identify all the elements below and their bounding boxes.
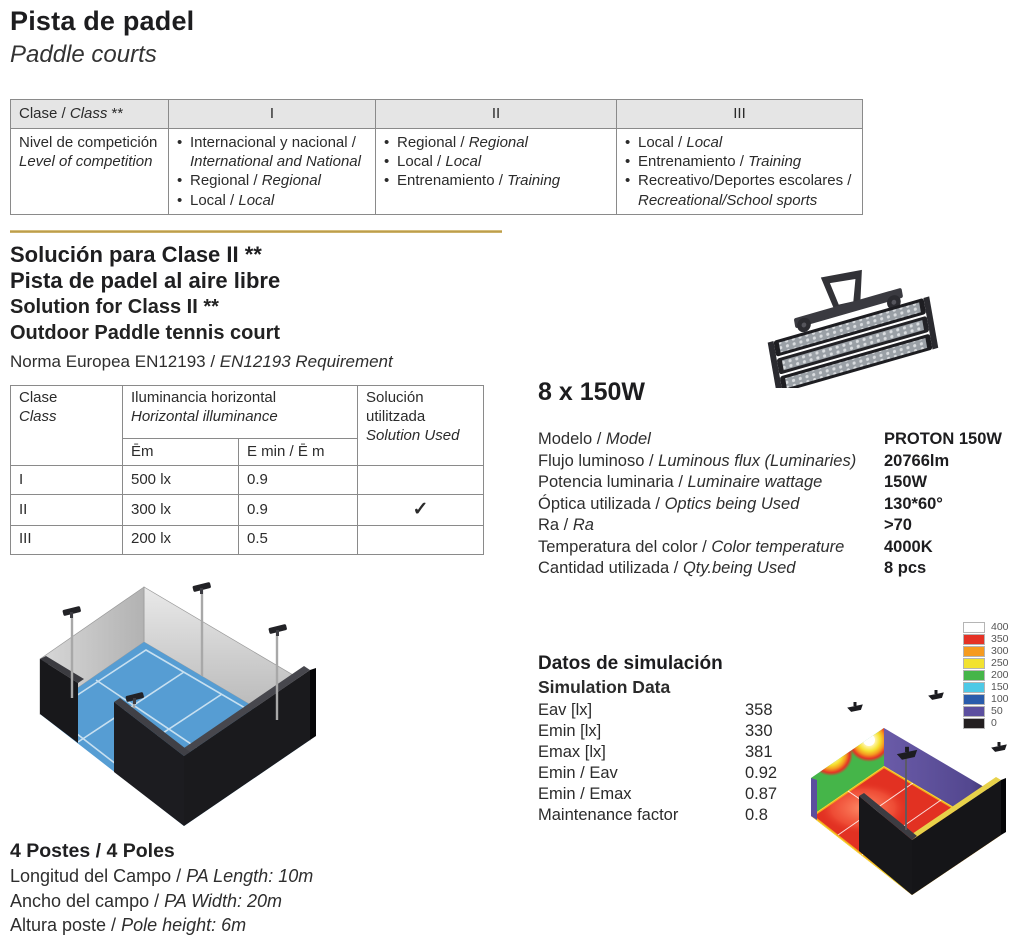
class-2-levels-cell [376, 129, 617, 215]
used-cell [358, 525, 484, 554]
spec-label-en: Ra [572, 516, 594, 534]
spec-label-es: Potencia luminaria / [538, 473, 688, 491]
legend-label: 150 [991, 681, 1009, 693]
sim-value: 0.8 [745, 806, 768, 824]
spec-value: 8 pcs [884, 559, 927, 577]
list-item [384, 133, 608, 152]
header-class-es: Clase / [19, 105, 70, 123]
legend-row [963, 657, 1009, 669]
spec-label-es: Flujo luminoso / [538, 451, 659, 470]
spec-row [538, 537, 1024, 559]
sim-label: Emax [lx] [538, 743, 606, 761]
item-en: Regional [468, 134, 528, 151]
dimension-en: Pole height: 6m [121, 915, 247, 935]
solution-heading [10, 242, 393, 374]
spec-value: 150W [884, 473, 928, 491]
item-es: Entrenamiento / [638, 153, 749, 171]
header-illuminance-en: Horizontal illuminance [131, 407, 278, 425]
spec-row [538, 558, 1024, 580]
legend-swatch [963, 670, 985, 681]
class-cell: I [11, 466, 123, 495]
competition-level-en: Level of competition [19, 153, 153, 171]
illuminance-header-row [11, 386, 484, 439]
spec-label-en: Model [605, 430, 651, 448]
header-class-en: Class [19, 407, 57, 425]
ratio-cell: 0.5 [239, 525, 358, 554]
spec-row [538, 494, 1024, 516]
simulation-title-en: Simulation Data [538, 677, 671, 697]
spec-label [538, 429, 884, 451]
spec-label-es: Ra / [538, 516, 573, 534]
item-es: Internacional y nacional / [190, 134, 356, 151]
sim-label: Emin / Eav [538, 764, 618, 782]
court-render [14, 580, 336, 842]
bullet-glyph: • [625, 172, 631, 190]
spec-value: PROTON 150W [884, 430, 1002, 448]
product-title: 8 x 150W [538, 378, 646, 406]
list-item [625, 171, 854, 209]
solution-title-en-1: Solution for Class II ** [10, 296, 219, 318]
list-item-text [397, 133, 608, 152]
item-es: Recreativo/Deportes escolares / [638, 172, 852, 190]
ratio-cell: 0.9 [239, 495, 358, 526]
legend-label: 300 [991, 645, 1009, 657]
class-table-header-2: II [376, 100, 617, 129]
item-es: Regional / [397, 134, 469, 151]
legend-label: 50 [991, 705, 1003, 717]
em-cell: 300 lx [123, 495, 239, 526]
spec-label-es: Cantidad utilizada / [538, 559, 683, 577]
list-item [384, 171, 608, 190]
list-item-text [638, 152, 854, 171]
spec-label [538, 558, 884, 580]
header-solution-es1: Solución [366, 389, 424, 406]
item-es: Entrenamiento / [397, 172, 508, 190]
legend-row [963, 681, 1009, 693]
bullet-glyph: • [177, 191, 183, 209]
dimension-en: PA Length: 10m [186, 866, 314, 886]
spec-value: 4000K [884, 537, 933, 556]
spec-label [538, 451, 884, 473]
bullet-glyph: • [384, 153, 390, 171]
list-item-text [397, 171, 608, 190]
spec-label-en: Luminaire wattage [687, 473, 823, 491]
item-en: Local [445, 153, 482, 171]
header-solution-en: Solution Used [366, 426, 460, 444]
sim-value: 0.92 [745, 764, 778, 782]
header-class-en: Class [69, 105, 108, 123]
class-table-header-row [11, 100, 863, 129]
dimension-line [10, 864, 313, 889]
spec-label-en: Color temperature [711, 537, 845, 556]
norm-en: EN12193 Requirement [219, 352, 393, 371]
item-es: Local / [190, 191, 239, 209]
header-solution-es2: utilitzada [366, 407, 426, 425]
solution-title-es-2: Pista de padel al aire libre [10, 268, 281, 293]
list-item [625, 133, 854, 152]
list-item-text [190, 133, 367, 171]
competition-level-cell [11, 129, 169, 215]
sim-value: 381 [745, 743, 773, 761]
item-en: International and National [190, 153, 361, 171]
dimension-line [10, 913, 313, 938]
header-class-es: Clase [19, 389, 58, 406]
floodlight-product-image [733, 266, 963, 388]
bullet-glyph: • [177, 172, 183, 190]
header-class-note: ** [107, 105, 124, 123]
bullet-glyph: • [177, 134, 183, 151]
header-illuminance-cell [123, 386, 358, 439]
legend-row [963, 705, 1009, 717]
spec-label-en: Optics being Used [664, 494, 800, 513]
sim-value: 358 [745, 701, 773, 719]
solution-title-en-2: Outdoor Paddle tennis court [10, 322, 281, 344]
product-spec-list [538, 429, 1024, 580]
spec-row [538, 472, 1024, 494]
competition-class-table [10, 99, 863, 215]
dimension-es: Altura poste / [10, 915, 122, 935]
dimension-es: Ancho del campo / [10, 890, 165, 911]
sim-value: 0.87 [745, 785, 778, 803]
legend-label: 400 [991, 621, 1009, 633]
ratio-cell: 0.9 [239, 466, 358, 495]
spec-label [538, 494, 884, 516]
norm-line [10, 349, 393, 374]
legend-swatch [963, 634, 985, 645]
sim-label: Eav [lx] [538, 701, 593, 719]
table-row [11, 495, 484, 526]
class-table-header-3: III [617, 100, 863, 129]
legend-row [963, 633, 1009, 645]
legend-row [963, 645, 1009, 657]
spec-label-en: Luminous flux (Luminaries) [658, 451, 857, 470]
bullet-glyph: • [384, 172, 390, 190]
list-item [384, 152, 608, 171]
sim-label: Emin [lx] [538, 722, 602, 740]
list-item [625, 152, 854, 171]
legend-label: 250 [991, 657, 1009, 669]
legend-label: 0 [991, 717, 997, 729]
norm-es: Norma Europea EN12193 / [10, 352, 220, 371]
header-em: Ēm [123, 439, 239, 466]
legend-swatch [963, 622, 985, 633]
item-en: Recreational/School sports [638, 191, 818, 209]
dimension-es: Longitud del Campo / [10, 866, 187, 886]
item-en: Regional [261, 172, 321, 190]
spec-label-es: Modelo / [538, 430, 606, 448]
dimension-en: PA Width: 20m [164, 890, 282, 911]
list-item-text [397, 152, 608, 171]
class-1-levels-cell [169, 129, 376, 215]
spec-label-es: Óptica utilizada / [538, 494, 665, 513]
legend-label: 100 [991, 693, 1009, 705]
legend-row [963, 717, 1009, 729]
section-divider [10, 230, 502, 233]
spec-row [538, 515, 1024, 537]
item-es: Regional / [190, 172, 262, 190]
header-class-cell [11, 386, 123, 466]
item-en: Training [748, 153, 802, 171]
class-3-levels-cell [617, 129, 863, 215]
class-table-body-row [11, 129, 863, 215]
class-cell: II [11, 495, 123, 526]
spec-label [538, 515, 884, 537]
class-cell: III [11, 525, 123, 554]
page-title: Pista de padel [10, 6, 195, 36]
poles-line [10, 838, 313, 864]
spec-row [538, 429, 1024, 451]
list-item [177, 133, 367, 171]
sim-label: Emin / Emax [538, 785, 632, 803]
legend-swatch [963, 694, 985, 705]
spec-label [538, 472, 884, 494]
list-item [177, 191, 367, 210]
used-check-cell: ✓ [358, 495, 484, 526]
bullet-glyph: • [625, 134, 631, 151]
legend-swatch [963, 706, 985, 717]
header-solution-cell [358, 386, 484, 466]
item-en: Local [238, 191, 275, 209]
spec-row [538, 451, 1024, 473]
list-item-text [190, 191, 367, 210]
header-ratio: E min / Ē m [239, 439, 358, 466]
page-subtitle: Paddle courts [10, 41, 157, 68]
em-cell: 200 lx [123, 525, 239, 554]
sim-label: Maintenance factor [538, 806, 679, 824]
used-cell [358, 466, 484, 495]
header-illuminance-es: Iluminancia horizontal [131, 389, 277, 406]
legend-swatch [963, 718, 985, 729]
list-item-text [638, 133, 854, 152]
spec-value: 130*60° [884, 494, 943, 513]
table-row [11, 466, 484, 495]
illuminance-table [10, 385, 484, 555]
poles-en: 4 Poles [106, 840, 175, 862]
spec-value: 20766lm [884, 451, 950, 470]
class-table-header-class [11, 100, 169, 129]
legend-row [963, 621, 1009, 633]
legend-swatch [963, 682, 985, 693]
bullet-glyph: • [625, 153, 631, 171]
spec-label [538, 537, 884, 559]
legend-label: 200 [991, 669, 1009, 681]
item-es: Local / [397, 153, 446, 171]
list-item [177, 171, 367, 190]
item-es: Local / [638, 134, 687, 151]
sim-value: 330 [745, 722, 773, 740]
item-en: Local [686, 134, 723, 151]
table-row [11, 525, 484, 554]
legend-swatch [963, 658, 985, 669]
dimension-line [10, 889, 313, 914]
installation-block [10, 838, 313, 938]
simulation-title-es: Datos de simulación [538, 653, 723, 674]
poles-es: 4 Postes / [10, 840, 107, 862]
em-cell: 500 lx [123, 466, 239, 495]
solution-title-es-1: Solución para Clase II ** [10, 242, 262, 267]
legend-row [963, 693, 1009, 705]
legend-label: 350 [991, 633, 1009, 645]
spec-value: >70 [884, 516, 912, 534]
bullet-glyph: • [384, 134, 390, 151]
list-item-text [190, 171, 367, 190]
competition-level-es: Nivel de competición [19, 134, 158, 151]
spec-label-en: Qty.being Used [682, 559, 796, 577]
legend-row [963, 669, 1009, 681]
class-table-header-1: I [169, 100, 376, 129]
list-item-text [638, 171, 854, 209]
lux-color-legend [963, 621, 1009, 729]
spec-label-es: Temperatura del color / [538, 537, 712, 556]
legend-swatch [963, 646, 985, 657]
item-en: Training [507, 172, 561, 190]
